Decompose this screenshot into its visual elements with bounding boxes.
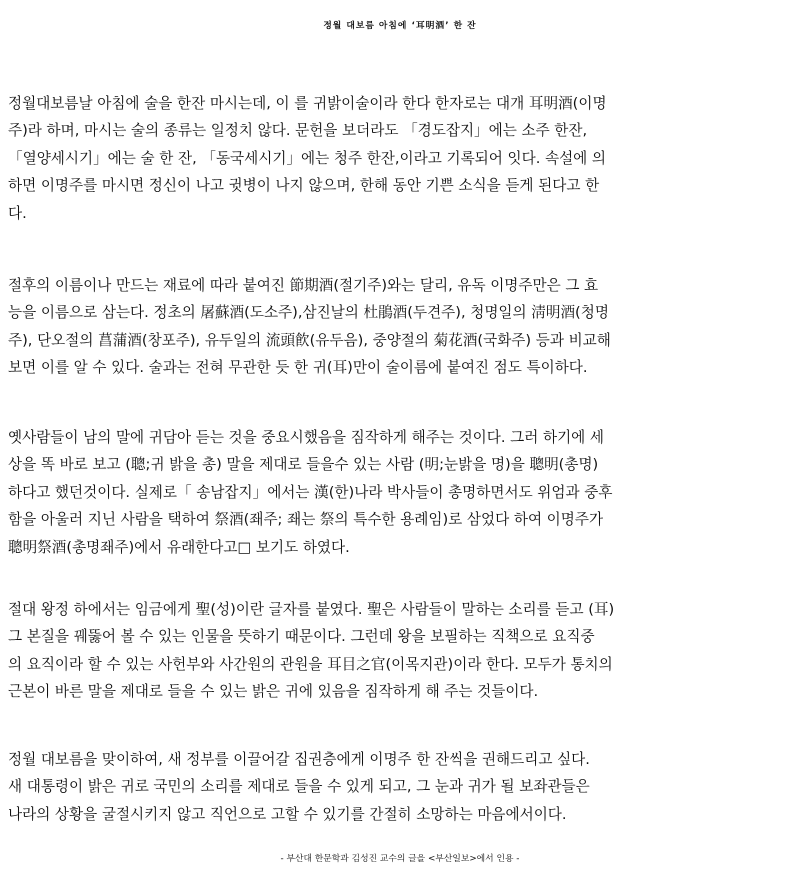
paragraph-line: 근본이 바른 말을 제대로 들을 수 있는 밝은 귀에 있음을 짐작하게 해 주는 것들이다.	[8, 683, 539, 701]
paragraph-4	[8, 596, 794, 706]
paragraph-line: 하면 이명주를 마시면 정신이 나고 귓병이 나지 않으며, 한해 동안 기쁜 소식을 듣게 된다고 한	[8, 177, 600, 195]
paragraph-line: 상을 똑 바로 보고 (聰;귀 밝을 총) 말을 제대로 들을수 있는 사람 (明;눈밝을 명)을 聰明(총명)	[8, 456, 599, 474]
paragraph-5	[8, 746, 794, 828]
paragraph-line: 정월대보름날 아침에 술을 한잔 마시는데, 이 를 귀밝이술이라 한다 한자로는 대개 耳明酒(이명	[8, 95, 607, 112]
paragraph-line: 옛사람들이 남의 말에 귀담아 듣는 것을 중요시했음을 짐작하게 해주는 것이다. 그러 하기에 세	[8, 429, 605, 446]
paragraph-line: 다.	[8, 204, 27, 222]
document-title: 정월 대보름 아침에 ‘耳明酒’ 한 잔	[323, 21, 477, 31]
paragraph-2	[8, 272, 794, 382]
source-citation: - 부산대 한문학과 김성진 교수의 글을 <부산일보>에서 인용 -	[280, 854, 520, 864]
paragraph-line: 나라의 상황을 굴절시키지 않고 직언으로 고할 수 있기를 간절히 소망하는 마음에서이다.	[8, 805, 567, 823]
paragraph-line: 「열양세시기」에는 술 한 잔, 「동국세시기」에는 청주 한잔,이라고 기록되어 잇다. 속설에 의	[8, 149, 607, 167]
paragraph-line: 정월 대보름을 맞이하여, 새 정부를 이끌어갈 집권층에게 이명주 한 잔씩을 권해드리고 싶다.	[8, 751, 590, 768]
paragraph-line: 능을 이름으로 삼는다. 정초의 屠蘇酒(도소주),삼진날의 杜鵑酒(두견주), 청명일의 淸明酒(청명	[8, 304, 609, 322]
paragraph-line: 주), 단오절의 菖蒲酒(창포주), 유두일의 流頭飮(유두음), 중양절의 菊花酒(국화주) 등과 비교해	[8, 331, 611, 349]
paragraph-line: 의 요직이라 할 수 있는 사헌부와 사간원의 관원을 耳目之官(이목지관)이라 한다. 모두가 통치의	[8, 655, 613, 673]
paragraph-line: 절후의 이름이나 만드는 재료에 따라 붙여진 節期酒(절기주)와는 달리, 유독 이명주만은 그 효	[8, 277, 599, 294]
paragraph-1	[8, 90, 794, 227]
paragraph-line: 새 대통령이 밝은 귀로 국민의 소리를 제대로 들을 수 있게 되고, 그 눈과 귀가 될 보좌관들은	[8, 778, 590, 796]
paragraph-3	[8, 424, 794, 561]
paragraph-line: 그 본질을 꿰뚫어 볼 수 있는 인물을 뜻하기 때문이다. 그런데 왕을 보필하는 직책으로 요직중	[8, 628, 595, 646]
paragraph-line: 聰明祭酒(총명좨주)에서 유래한다고□ 보기도 하였다.	[8, 538, 350, 556]
paragraph-line: 함을 아울러 지닌 사람을 택하여 祭酒(좨주; 좨는 祭의 특수한 용례임)로 삼었다 하여 이명주가	[8, 511, 604, 529]
paragraph-line: 보면 이를 알 수 있다. 술과는 전혀 무관한 듯 한 귀(耳)만이 술이름에 붙여진 점도 특이하다.	[8, 359, 588, 377]
paragraph-line: 절대 왕정 하에서는 임금에게 聖(성)이란 글자를 붙였다. 聖은 사람들이 말하는 소리를 듣고 (耳)	[8, 601, 615, 618]
paragraph-line: 하다고 했던것이다. 실제로「 송남잡지」에서는 漢(한)나라 박사들이 총명하면서도 위엄과 중후	[8, 483, 613, 501]
paragraph-line: 주)라 하며, 마시는 술의 종류는 일정치 않다. 문헌을 보더라도 「경도잡지」에는 소주 한잔,	[8, 122, 588, 140]
